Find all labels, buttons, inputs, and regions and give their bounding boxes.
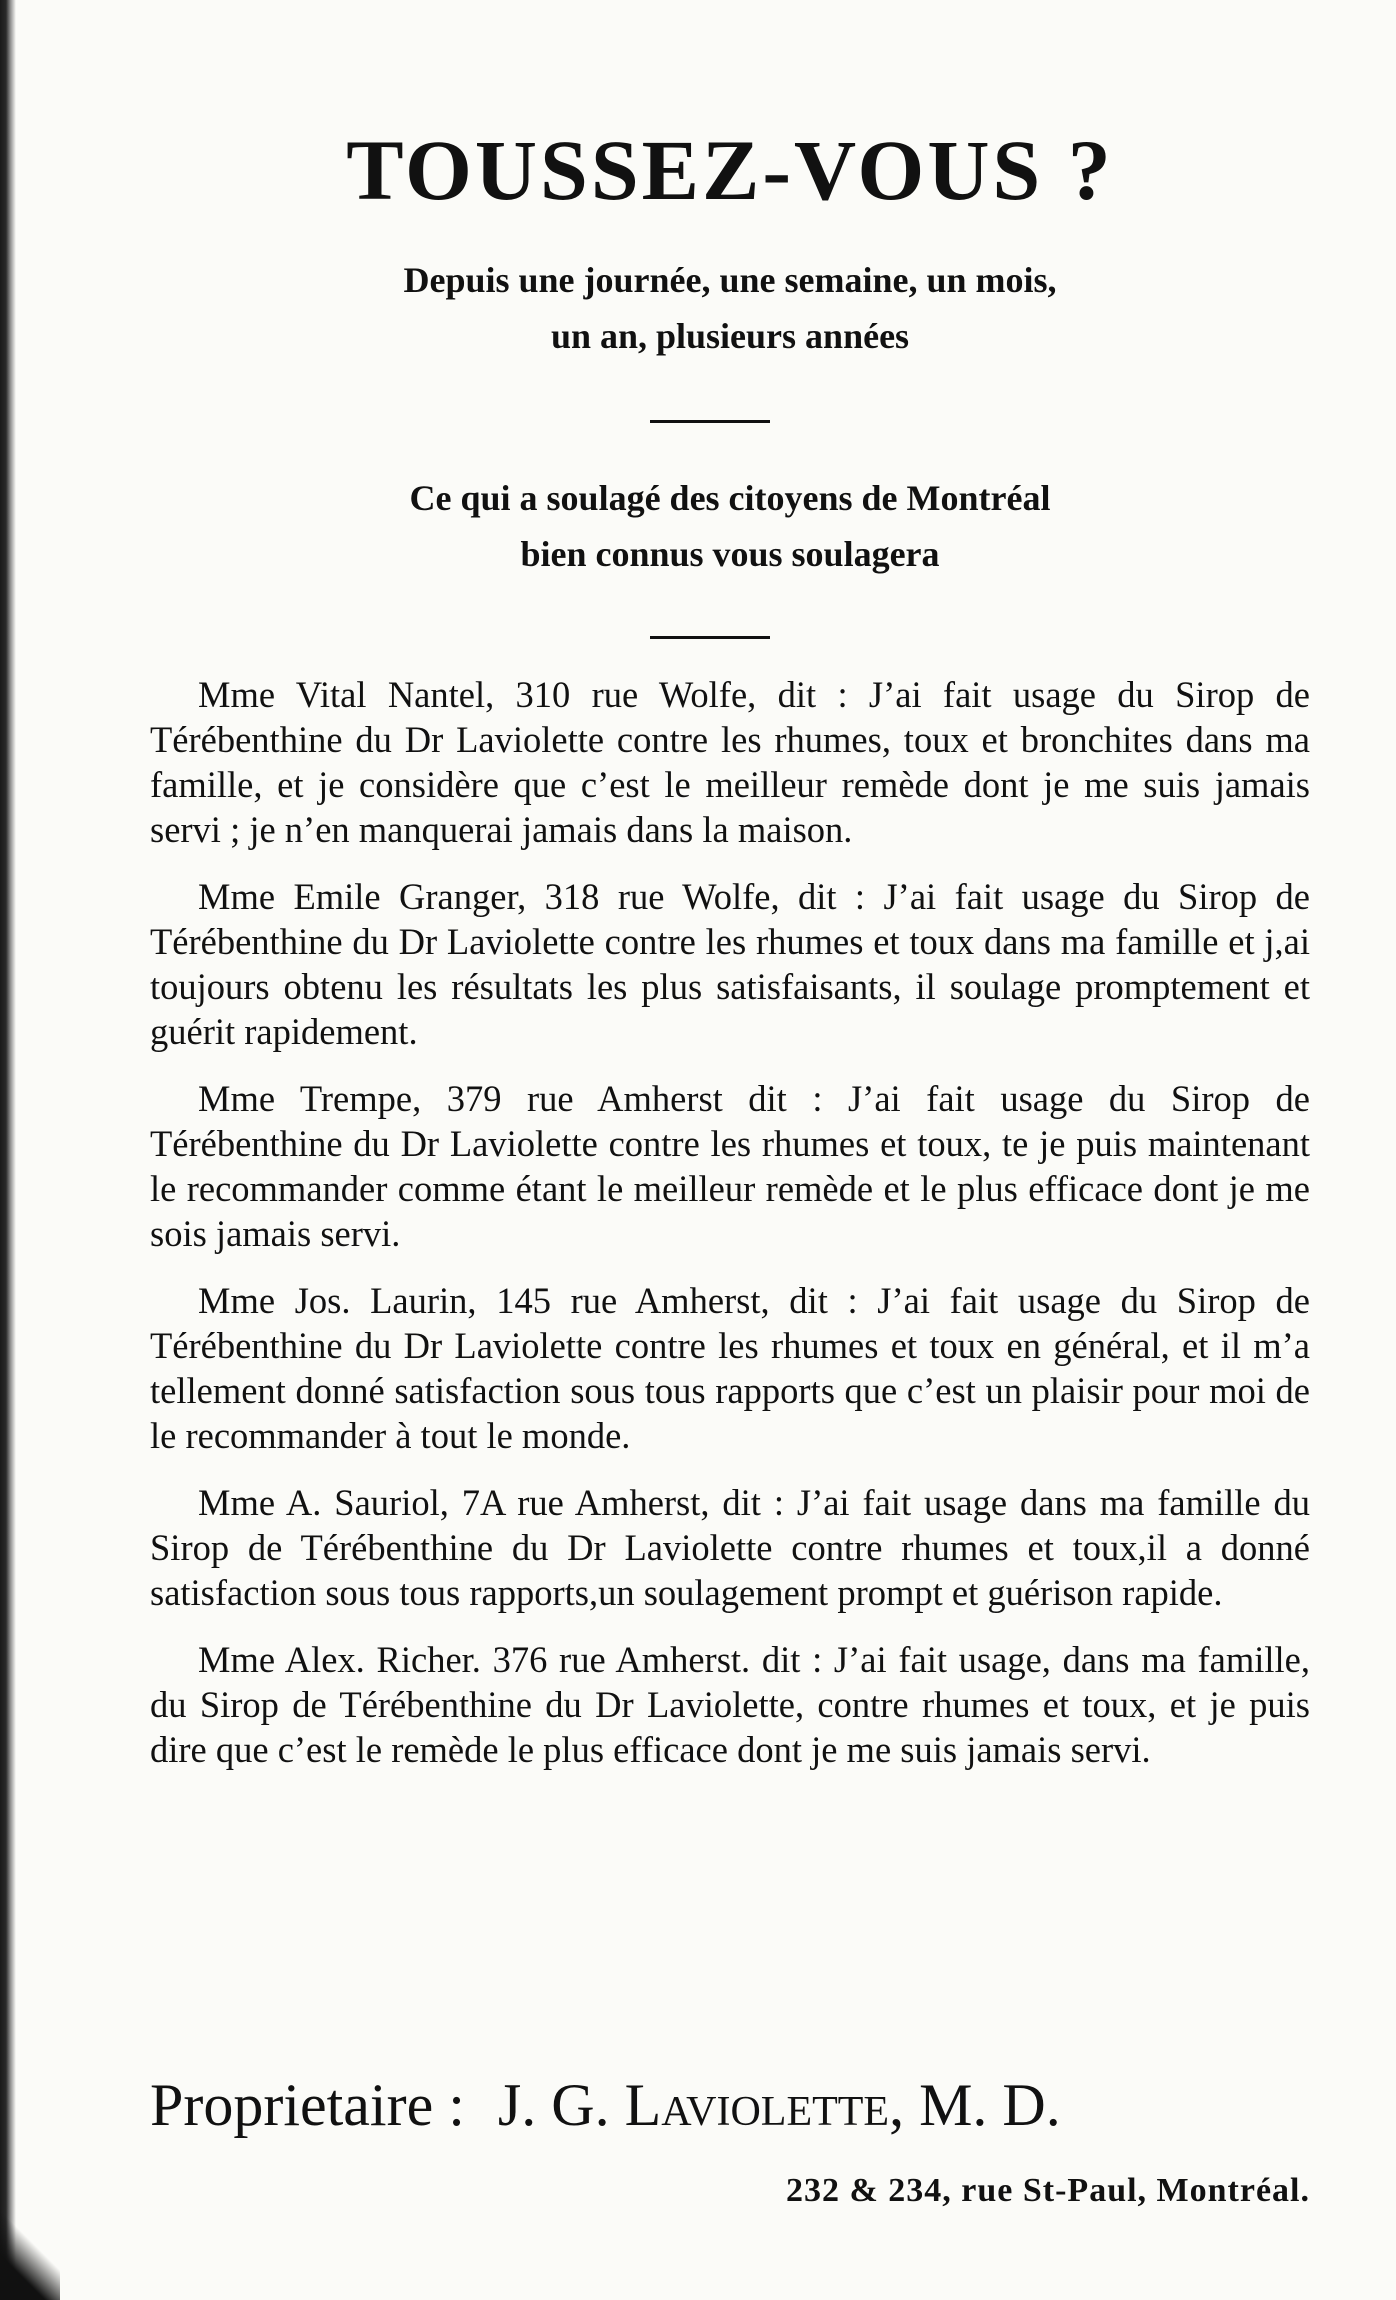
proprietor-address: 232 & 234, rue St-Paul, Montréal. [785,2172,1310,2209]
tagline-line-1: Ce qui a soulagé des citoyens de Montréal [409,478,1051,518]
testimonial-granger: Mme Emile Granger, 318 rue Wolfe, dit : J’ai fait usage du Sirop de Térébenthine du Dr Laviolette contre les rhumes et toux dans ma famille et j,ai toujours obtenu les résultats les plus satisfaisants, il soulage promptement et guérit rapidement. [150,876,1310,1052]
testimonial-nantel: Mme Vital Nantel, 310 rue Wolfe, dit : J’ai fait usage du Sirop de Térébenthine du Dr Laviolette contre les rhumes, toux et bronchites dans ma famille, et je considère que c’est le meilleur remède dont je me suis jamais servi ; je n’en manquerai jamais dans la maison. [150,674,1310,850]
testimonial-sauriol: Mme A. Sauriol, 7A rue Amherst, dit : J’ai fait usage dans ma famille du Sirop de Térébenthine du Dr Laviolette contre rhumes et toux,il a donné satisfaction sous tous rapports,un soulagement prompt et guérison rapide. [150,1482,1310,1613]
book-binding-edge [0,0,16,2300]
proprietor-line [150,2070,1310,2140]
testimonial-laurin: Mme Jos. Laurin, 145 rue Amherst, dit : J’ai fait usage du Sirop de Térébenthine du Dr Laviolette contre les rhumes et toux en général, et il m’a tellement donné satisfaction sous tous rapports que c’est un plaisir pour moi de le recommander à tout le monde. [150,1280,1310,1456]
subheading [150,252,1310,364]
proprietor-label: Proprietaire : [150,2072,465,2138]
testimonial-richer: Mme Alex. Richer. 376 rue Amherst. dit : J’ai fait usage, dans ma famille, du Sirop de Térébenthine du Dr Laviolette, contre rhumes et toux, et je puis dire que c’est le remède le plus efficace dont je me suis jamais servi. [150,1639,1310,1770]
proprietor-name: J. G. Laviolette, M. D. [497,2072,1061,2138]
testimonials-list [150,672,1310,1794]
subheading-line-1: Depuis une journée, une semaine, un mois, [403,260,1057,300]
headline: TOUSSEZ-VOUS ? [346,122,1114,218]
divider-rule [650,420,770,423]
tagline [150,470,1310,582]
divider-rule [650,636,770,639]
testimonial-trempe: Mme Trempe, 379 rue Amherst dit : J’ai fait usage du Sirop de Térébenthine du Dr Laviolette contre les rhumes et toux, te je puis maintenant le recommander comme étant le meilleur remède et le plus efficace dont je me sois jamais servi. [150,1078,1310,1254]
subheading-line-2: un an, plusieurs années [550,316,910,356]
page-corner-shadow [0,2210,60,2300]
tagline-line-2: bien connus vous soulagera [520,534,940,574]
